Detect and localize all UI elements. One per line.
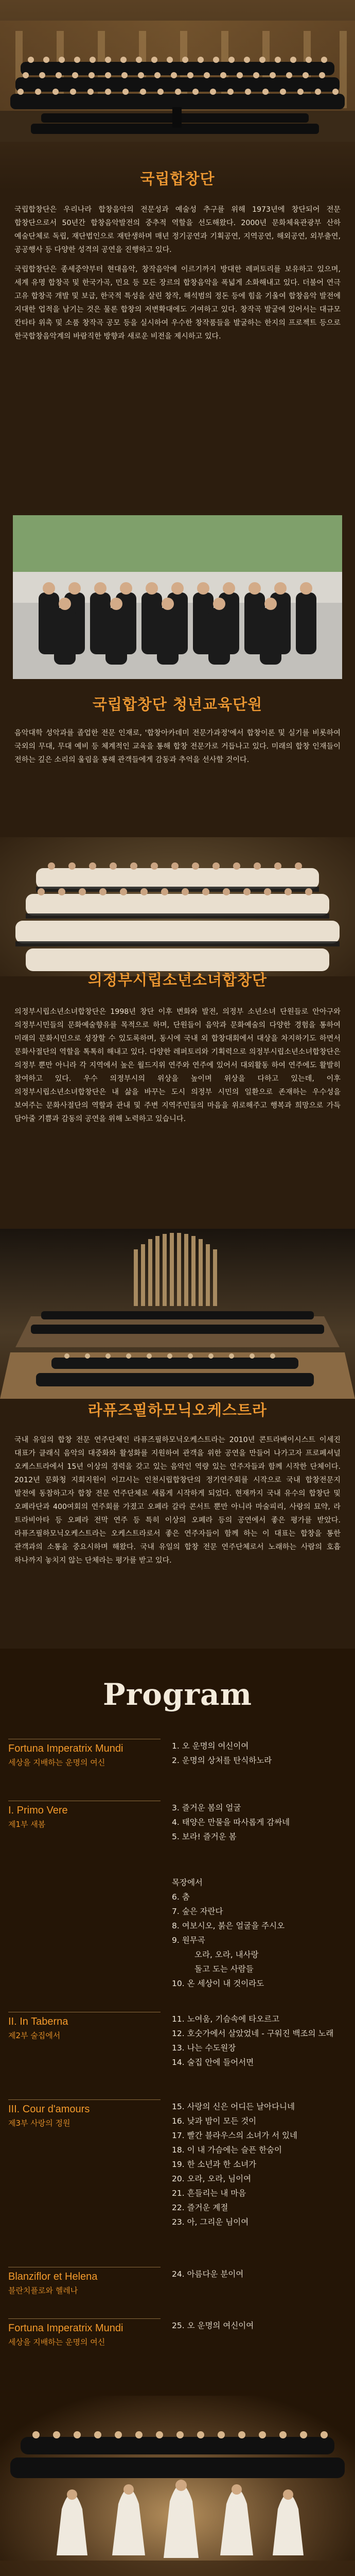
program-item: 22. 즐거운 계절 bbox=[172, 2203, 228, 2212]
program-item: 10. 온 세상이 내 것이라도 bbox=[172, 1979, 264, 1988]
program-item: 돌고 도는 사람들 bbox=[194, 1964, 254, 1974]
program-block-subtitle: 블란치플로와 헬레나 bbox=[8, 2286, 78, 2295]
section-paragraph: 국립합창단은 종세중약부터 현대음악, 창작음악에 이르기까지 방대한 레퍼토리를 보유하고 있으며, 세계 유명 합창곡 및 한국가곡, 민요 등 모든 장르의 합창음악을 폭넓게 소화해내고 있다. 더불어 연극 고유 합창곡 개발 및 보급, 한국적 특성을 살린 창작, 해석범의 정돈 등에 힘을 기울여 합창음악 발전에 지대한 업적을 남기는 것은 물론 합창의 저변확대에도 기여하고 있다. 창작곡 발굴에 있어서는 대규모 칸타타 위촉 및 소품 창작곡 공모 등을 실시하여 우수한 창작품들을 발굴하는 한지의 프로젝트 등으로 한국합창음악계의 바람직한 방향과 새로운 비전을 제시하고 있다. bbox=[14, 265, 341, 341]
section-paragraph: 의정부시립소년소녀합창단은 1998년 창단 이후 변화와 발전, 의정부 소년소녀 단원들로 안아구와 의정부시민들의 문화예술향유를 목적으로 하며, 단원들이 음악과 문화예술의 다양한 경험을 통하여 미래의 문화시민으로 성장할 수 있도록하며, 동시에 국내 외 합창대회에서 대상을 차지하기도 하면서 문화사절단의 역할을 톡톡히 해내고 있다. 다양한 레퍼토리와 기획력으로 의정부시립소년소녀합창단은 의정부 뿐만 아니라 각 지역에서 높은 월드지위 연주와 연주에 있어서 대외활동 하여 연주에도 활발히 참여하고 있다. 우수 의정부시의 위상을 높이며 위상을 다하고 있는데, 이후 의정부시립소년소녀합창단은 내 삶을 바꾸는 도시 의정부 시민의 일환으로 존재하는 우수성을 보여주는 문화사절단의 역할과 관내 및 주변 지역주민들의 마음을 위로해주고 행복과 희망으로 가득 담아줄 기쁨과 감동의 공연을 위해 노력하고 있습니다. bbox=[14, 1008, 341, 1123]
section-youth-education bbox=[0, 693, 355, 767]
program-item: 15. 사랑의 신은 어디든 날아다니네 bbox=[172, 2102, 295, 2111]
program-item: 12. 호숫가에서 살았었네 - 구워진 백조의 노래 bbox=[172, 2029, 334, 2038]
program-item: 21. 흔들리는 내 마음 bbox=[172, 2189, 246, 2198]
section-lafuse-orchestra bbox=[0, 1399, 355, 1567]
program-block-subtitle: 제2부 술집에서 bbox=[8, 2031, 61, 2040]
section-title: 국립합창단 청년교육단원 bbox=[92, 696, 263, 713]
program-item: 19. 한 소년과 한 소녀가 bbox=[172, 2160, 257, 2169]
program-item: 2. 운명의 상처를 탄식하노라 bbox=[172, 1756, 272, 1765]
program-block-title: III. Cour d'amours bbox=[8, 2104, 90, 2115]
program-item: 17. 빨간 블라우스의 소녀가 서 있네 bbox=[172, 2131, 297, 2140]
section-paragraph: 국내 유일의 합창 전문 연주단체인 라퓨즈필하모닉오케스트라는 2010년 콘트라베이시스트 이세진 대표가 클래식 음악의 대중화와 활성화를 지원하여 관객을 위한 공연을 만들어 나가고자 프로페셔널 오케스트라에서 15년 이상의 경력을 갖고 있는 음악인 역량 있는 연주자들과 함께 시작한 단체이다. 2012년 문화청 지회지원이 이끄시는 인천시립합창단의 정기연주회를 시작으로 국내 합창전문지 발전에 동참하고자 합창 전문 연주단체로 새롭게 시작하게 되었다. 현재까지 국내 유수의 합창단 및 오페라단과 400여회의 연주회를 가졌고 오페라 갈라 콘서트 뿐만 아니라 마술피리, 사랑의 묘약, 라 트라비아타 등 오페라 전막 연주 등 특히 이상의 오페라 등의 공연에서 좋은 평가를 받았다. 라퓨즈필하모닉오케스트라는 오케스트라로서 좋은 연주자들이 함께 하는 이 대표는 합창을 통한 관객과의 소통을 중요시하며 해왔다. 국내 유일의 합창 전문 연주단체로서 노래하는 사람의 호흡 하나까지 놓치지 않는 단체라는 평가를 받고 있다. bbox=[14, 1436, 341, 1565]
program-item: 목장에서 bbox=[172, 1878, 203, 1887]
program-block-subtitle: 제3부 사랑의 정원 bbox=[8, 2119, 70, 2128]
program-heading: Program bbox=[103, 1677, 252, 1712]
section-paragraph: 국립합창단은 우리나라 합창음악의 전문성과 예술성 추구를 위해 1973년에 창단되어 전문 합창단으로서 50년간 합창음악발전의 중추적 역할을 선도해왔다. 2000년 문화체육관광부 산하 예술단체로 독립, 재단법인으로 재탄생하며 매년 정기공연과 기획공연, 지역공연, 해외공연, 외부출연, 공공행사 등 다양한 성격의 공연을 진행하고 있다. bbox=[14, 206, 341, 254]
program-item: 3. 즐거운 봄의 얼굴 bbox=[172, 1803, 241, 1812]
performance-photo bbox=[0, 2375, 355, 2576]
section-national-chorus bbox=[0, 167, 355, 343]
program-block-title: II. In Taberna bbox=[8, 2016, 68, 2027]
section-title: 의정부시립소년소녀합창단 bbox=[87, 971, 268, 989]
program-item: 25. 오 운명의 여신이여 bbox=[172, 2321, 254, 2330]
program-item: 6. 춤 bbox=[172, 1892, 190, 1902]
program-item: 4. 태양은 만물을 따사롭게 감싸네 bbox=[172, 1818, 290, 1827]
program-item: 5. 보라! 즐거운 봄 bbox=[172, 1832, 237, 1841]
program-block-title: Blanziflor et Helena bbox=[8, 2271, 98, 2282]
program-item: 14. 술집 안에 들어서면 bbox=[172, 2058, 254, 2067]
program-item: 오라, 오라, 내사랑 bbox=[194, 1950, 259, 1959]
program-item: 23. 아, 그리운 님이여 bbox=[172, 2217, 249, 2227]
program-item: 1. 오 운명의 여신이여 bbox=[172, 1741, 249, 1751]
program-item: 16. 낮과 밤이 모든 것이 bbox=[172, 2116, 257, 2126]
program-block-title: Fortuna Imperatrix Mundi bbox=[8, 2323, 123, 2334]
performance-image bbox=[0, 2375, 355, 2576]
program-block-subtitle: 세상을 지배하는 운명의 여신 bbox=[8, 1758, 105, 1767]
section-uijeongbu-youth-choir bbox=[0, 969, 355, 1126]
program-item: 11. 노여움, 기슴속에 타오르고 bbox=[172, 2014, 280, 2024]
youth-members-photo bbox=[13, 515, 342, 679]
program-item: 24. 아름다운 분이여 bbox=[172, 2269, 244, 2279]
program-divider bbox=[8, 2099, 161, 2100]
youth-members-image bbox=[13, 515, 342, 679]
program-item: 7. 숲은 자란다 bbox=[172, 1907, 223, 1916]
section-paragraph: 음악대학 성악과를 졸업한 전문 인재로, '합창아카데미 전문가과정'에서 합창이론 및 실기를 비롯하여 국외의 무대, 무대 예비 등 체계적인 교육을 통해 합창 전문가로 거듭나고 있다. 미래의 합창 인재들이 전하는 깊은 소리의 울림을 통해 관객들에게 감동과 추억을 선사할 것이다. bbox=[14, 729, 341, 764]
program-block-subtitle: 제1부 새봄 bbox=[8, 1820, 46, 1829]
program-item: 18. 이 내 가슴에는 슬픈 한숨이 bbox=[172, 2145, 282, 2155]
program-block-title: I. Primo Vere bbox=[8, 1805, 68, 1816]
program-item: 8. 여보시오, 붉은 얼굴을 주시오 bbox=[172, 1921, 285, 1930]
program-block-title: Fortuna Imperatrix Mundi bbox=[8, 1743, 123, 1754]
choir-concert-photo bbox=[0, 0, 355, 191]
program-item: 9. 원무곡 bbox=[172, 1936, 205, 1945]
program-divider bbox=[8, 2318, 161, 2319]
program-item: 20. 오라, 오라, 님이여 bbox=[172, 2174, 252, 2183]
choir-concert-image bbox=[0, 0, 355, 191]
program-item: 13. 나는 수도원장 bbox=[172, 2043, 236, 2053]
section-title: 국립합창단 bbox=[140, 170, 215, 188]
section-title: 라퓨즈필하모닉오케스트라 bbox=[87, 1401, 268, 1419]
program-block-subtitle: 세상을 지배하는 운명의 여신 bbox=[8, 2337, 105, 2347]
